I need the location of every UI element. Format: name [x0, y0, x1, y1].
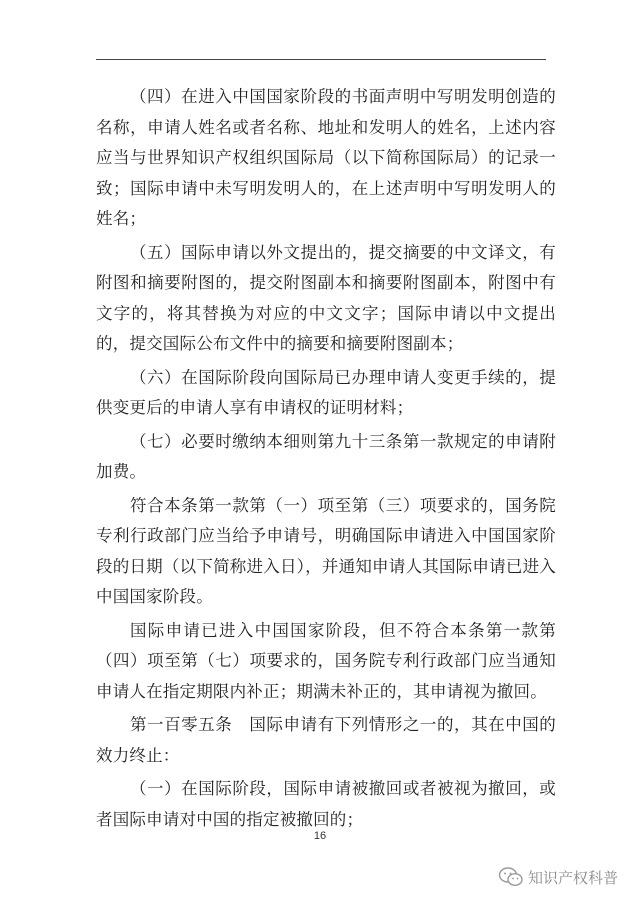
wechat-icon: [498, 866, 524, 888]
page-number: 16: [313, 830, 327, 842]
article-105-heading: 第一百零五条 国际申请有下列情形之一的，其在中国的效力终止：: [96, 715, 556, 765]
paragraph-article-105-item-1: （一）在国际阶段，国际申请被撤回或者被视为撤回，或者国际申请对中国的指定被撤回的；: [96, 779, 556, 829]
paragraph-correction-notice: 国际申请已进入中国国家阶段，但不符合本条第一款第（四）项至第（七）项要求的，国务院专利行政部门应当通知申请人在指定期限内补正；期满未补正的，其申请视为撤回。: [96, 620, 556, 701]
document-body: [96, 82, 556, 838]
header-rule: [96, 59, 546, 60]
watermark: [498, 866, 618, 888]
paragraph-item-6: （六）在国际阶段向国际局已办理申请人变更手续的，提供变更后的申请人享有申请权的证明材料；: [96, 367, 556, 417]
paragraph-item-4: （四）在进入中国国家阶段的书面声明中写明发明创造的名称，申请人姓名或者名称、地址和发明人的姓名，上述内容应当与世界知识产权组织国际局（以下简称国际局）的记录一致；国际申请中未写明发明人的，在上述声明中写明发明人的姓名；: [96, 87, 556, 228]
paragraph-item-5: （五）国际申请以外文提出的，提交摘要的中文译文，有附图和摘要附图的，提交附图副本和摘要附图副本，附图中有文字的，将其替换为对应的中文文字；国际申请以中文提出的，提交国际公布文件中的摘要和摘要附图副本；: [96, 242, 556, 353]
watermark-text: 知识产权科普: [527, 868, 618, 887]
paragraph-item-7: （七）必要时缴纳本细则第九十三条第一款规定的申请附加费。: [96, 431, 556, 481]
paragraph-application-number: 符合本条第一款第（一）项至第（三）项要求的，国务院专利行政部门应当给予申请号，明确国际申请进入中国国家阶段的日期（以下简称进入日），并通知申请人其国际申请已进入中国国家阶段。: [96, 495, 556, 606]
